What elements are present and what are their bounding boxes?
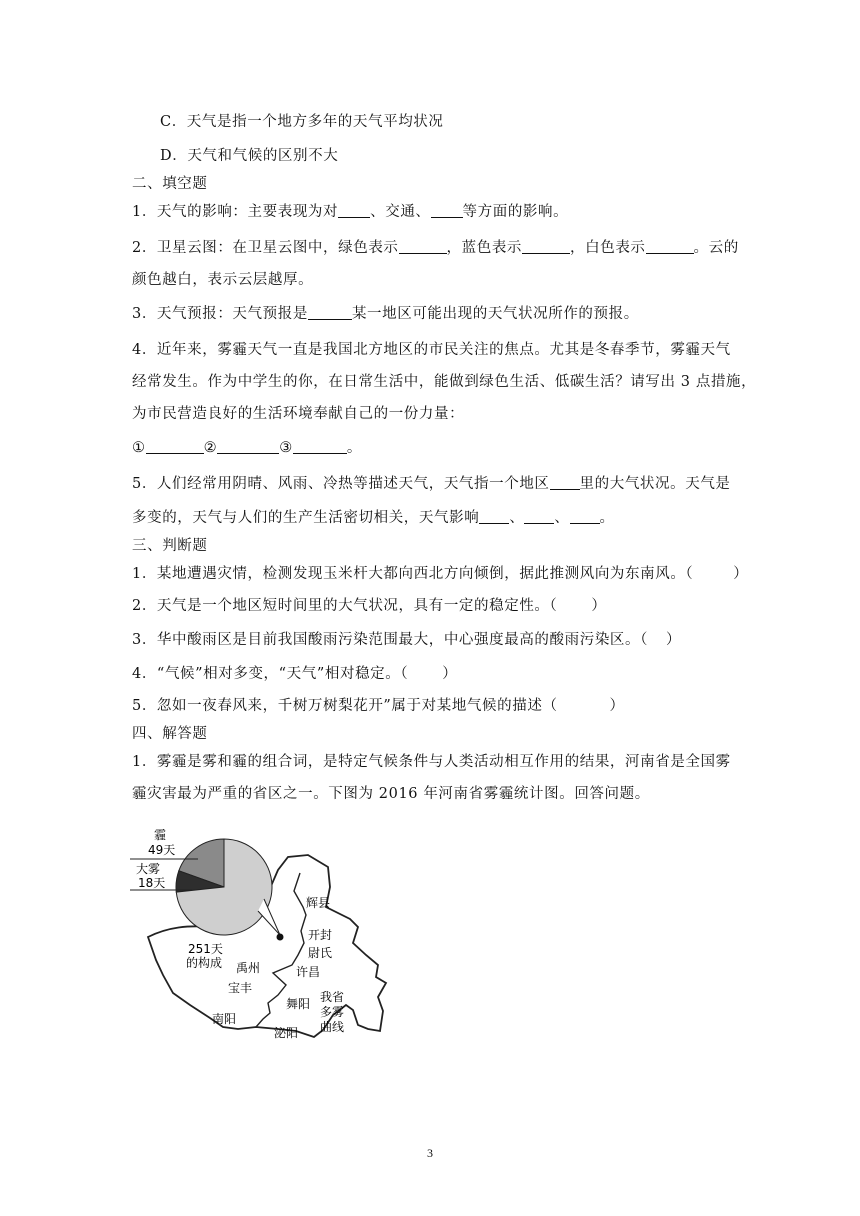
page-number: 3 [427,1146,433,1160]
city-label: 辉县 [306,896,331,910]
pie-chart [176,839,272,935]
q2-text-a: 2．卫星云图：在卫星云图中，绿色表示 [132,240,399,256]
judge-q3-text: 3．华中酸雨区是目前我国酸雨污染范围最大，中心强度最高的酸雨污染区。 [132,632,641,648]
answer-blank[interactable] [146,439,204,454]
judge-q2 [132,596,607,616]
curve-label: 曲线 [320,1020,345,1034]
fill-in-q4-line3: 为市民营造良好的生活环境奉献自己的一份力量： [132,406,465,422]
q5-text-c: 多变的，天气与人们的生产生活密切相关，天气影响 [132,510,480,526]
pie-label-haze: 霾 [154,828,167,842]
answer-q1-line2: 霾灾害最为严重的省区之一。下图为 2016 年河南省雾霾统计图。回答问题。 [132,786,650,802]
answer-blank[interactable] [431,203,463,218]
q5-text-d: 、 [509,510,525,526]
q3-text-b: 某一地区可能出现的天气状况所作的预报。 [351,306,639,322]
paren-open: （ [400,666,409,682]
q2-text-d: 。云的 [693,240,739,256]
city-label: 尉氏 [308,946,333,960]
city-label: 泌阳 [274,1026,299,1040]
fill-in-q4-answers [132,438,362,458]
judge-q3 [132,630,681,650]
option-d: D．天气和气候的区别不大 [160,148,339,164]
paren-close: ） [591,598,607,614]
section-heading-fill-in: 二、填空题 [132,176,208,192]
paren-open: （ [549,598,558,614]
city-label: 开封 [308,928,333,942]
paren-close: ） [609,698,625,714]
option-c: C．天气是指一个地方多年的天气平均状况 [160,114,444,130]
paren-open: （ [685,566,694,582]
city-label: 禹州 [236,961,261,975]
q5-text-e: 、 [554,510,570,526]
pie-total-line2: 的构成 [186,956,223,970]
judge-q4 [132,664,457,684]
curve-label: 多雾 [320,1005,345,1019]
q2-text-b: ，蓝色表示 [446,240,523,256]
curve-label: 我省 [320,990,345,1004]
pointer-dot [277,934,284,941]
answer-blank[interactable] [293,439,347,454]
q5-text-a: 5．人们经常用阴晴、风雨、冷热等描述天气，天气指一个地区 [132,476,550,492]
paren-close: ） [733,566,749,582]
q1-text-b: 、交通、 [370,204,431,220]
fill-in-q2 [132,238,739,258]
q1-text-a: 1．天气的影响：主要表现为对 [132,204,339,220]
answer-blank[interactable] [399,239,447,254]
city-label: 宝丰 [228,981,253,995]
answer-blank[interactable] [646,239,694,254]
q5-text-f: 。 [599,510,615,526]
city-label: 南阳 [212,1012,237,1026]
judge-q1 [132,564,748,584]
pie-value-fog: 18天 [138,876,166,890]
fill-in-q5-line1 [132,474,731,494]
q5-text-b: 里的大气状况。天气是 [579,476,731,492]
judge-q5 [132,696,625,716]
q2-text-c: ，白色表示 [570,240,646,256]
answer-blank[interactable] [479,509,509,524]
q4-end: 。 [346,440,362,456]
fill-in-q4-line1: 4．近年来，雾霾天气一直是我国北方地区的市民关注的焦点。尤其是冬春季节，雾霾天气 [132,342,731,358]
answer-q1-line1: 1．雾霾是雾和霾的组合词，是特定气候条件与人类活动相互作用的结果，河南省是全国雾 [132,754,731,770]
answer-blank[interactable] [308,305,352,320]
marker-2: ② [203,440,218,456]
paren-open: （ [542,698,558,714]
q1-text-c: 等方面的影响。 [462,204,569,220]
fill-in-q2-line2: 颜色越白，表示云层越厚。 [132,272,314,288]
fill-in-q4-line2: 经常发生。作为中学生的你，在日常生活中，能做到绿色生活、低碳生活？请写出 3 点措施， [132,374,757,390]
pie-value-haze: 49天 [148,843,176,857]
paren-open: （ [640,632,648,648]
answer-blank[interactable] [522,239,570,254]
paren-close: ） [442,666,458,682]
paren-close: ） [665,632,682,648]
section-heading-answer: 四、解答题 [132,726,208,742]
judge-q2-text: 2．天气是一个地区短时间里的大气状况，具有一定的稳定性。 [132,598,550,614]
answer-blank[interactable] [524,509,554,524]
q3-text-a: 3．天气预报：天气预报是 [132,306,308,322]
judge-q5-text: 5．忽如一夜春风来，千树万树梨花开”属于对某地气候的描述 [132,698,543,714]
fill-in-q3 [132,304,639,324]
fill-in-q1 [132,202,568,222]
answer-blank[interactable] [570,509,600,524]
marker-3: ③ [279,440,293,456]
city-label: 许昌 [296,965,321,979]
answer-blank[interactable] [338,203,370,218]
fog-haze-figure [128,815,408,1055]
fill-in-q5-line2 [132,508,615,528]
section-heading-judge: 三、判断题 [132,538,208,554]
judge-q1-text: 1．某地遭遇灾情，检测发现玉米杆大都向西北方向倾倒，据此推测风向为东南风。 [132,566,686,582]
judge-q4-text: 4．“气候”相对多变，“天气”相对稳定。 [132,666,401,682]
pie-label-fog: 大雾 [136,862,161,876]
marker-1: ① [132,440,146,456]
answer-blank[interactable] [217,439,279,454]
answer-blank[interactable] [550,475,580,490]
city-label: 舞阳 [286,997,311,1011]
pie-total-line1: 251天 [188,942,223,956]
